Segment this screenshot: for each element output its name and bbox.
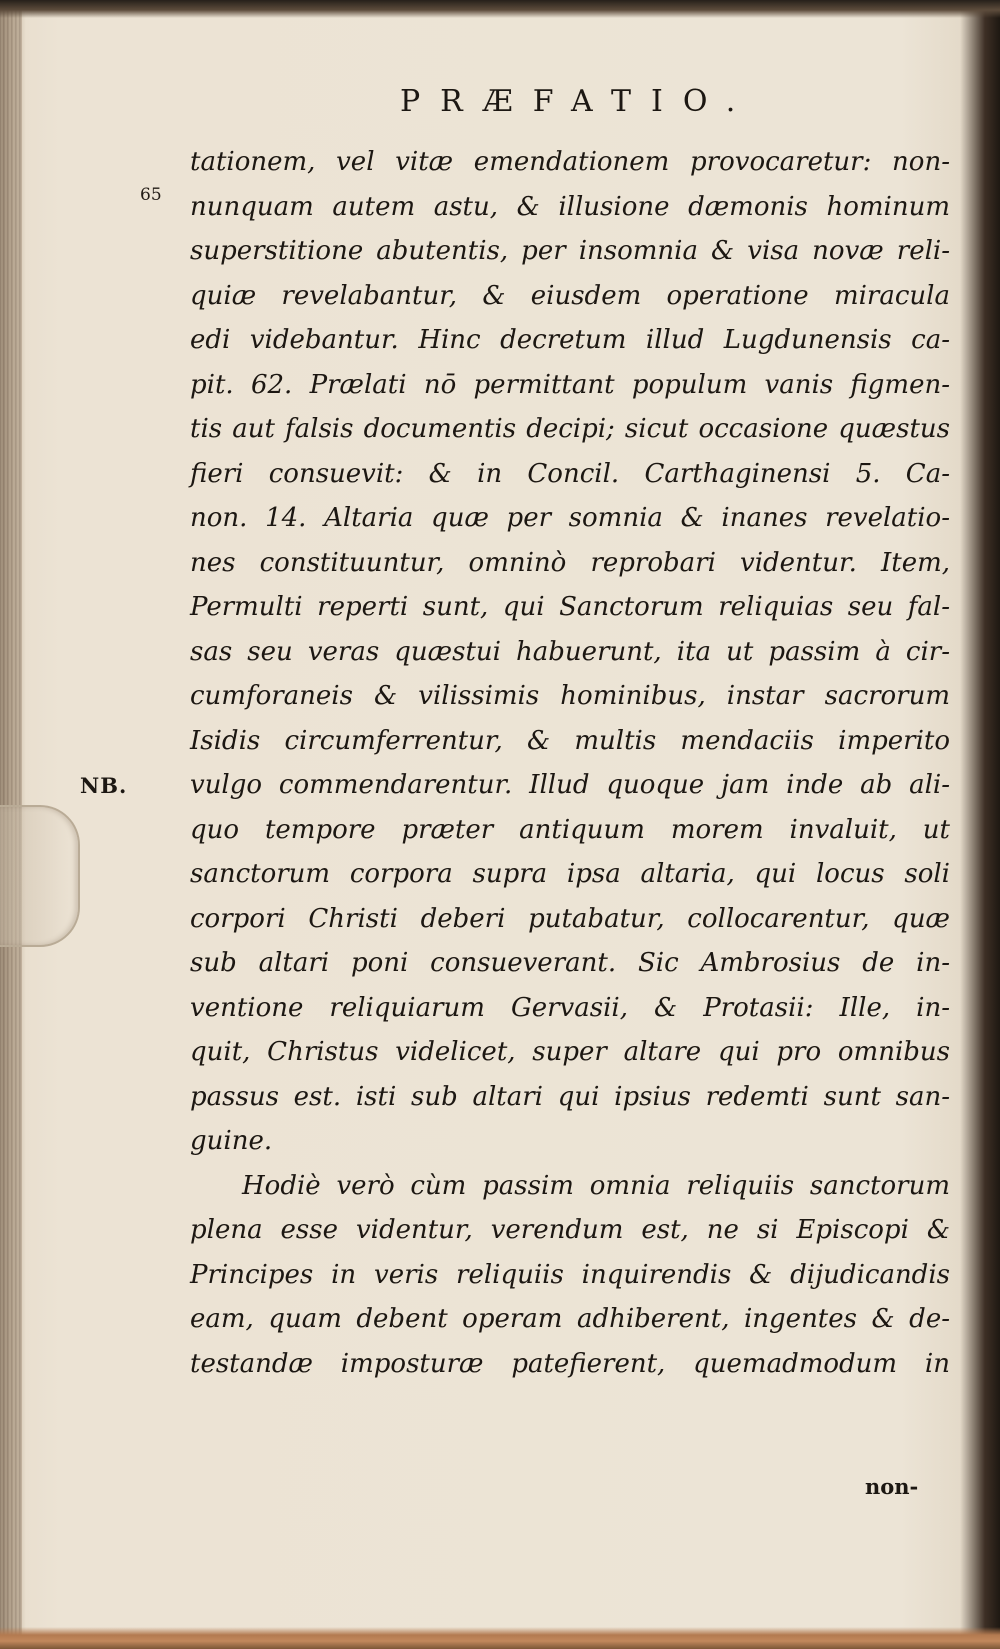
text-line: ventione reliquiarum Gervasii, & Protasii: Ille, in- [190,992,950,1023]
text-line: sas seu veras quæstui habuerunt, ita ut passim à cir- [190,636,950,667]
text-line: eam, quam debent operam adhiberent, ingentes & de- [190,1304,950,1334]
text-line: sanctorum corpora supra ipsa altaria, qui locus soli [190,859,950,889]
bookmark-tab [0,805,80,947]
text-line: plena esse videntur, verendum est, ne si Episcopi & [190,1215,950,1245]
text-line: fieri consuevit: & in Concil. Carthaginensi 5. Ca- [190,458,950,489]
text-line: guine. [190,1126,273,1156]
text-line: tationem, vel vitæ emendationem provocaretur: non- [190,147,950,177]
text-line: vulgo commendarentur. Illud quoque jam inde ab ali- [190,770,950,800]
text-line: quo tempore præter antiquum morem invaluit, ut [190,814,950,845]
line-number: 65 [140,185,162,205]
text-line: nunquam autem astu, & illusione dæmonis hominum [190,191,950,222]
text-line: nes constituuntur, omninò reprobari videntur. Item, [190,547,950,578]
marginal-note: NB. [80,773,128,798]
text-line: Principes in veris reliquiis inquirendis & dijudicandis [190,1259,950,1290]
text-line: superstitione abutentis, per insomnia & visa novæ reli- [190,236,950,266]
text-line: pit. 62. Prælati nō permittant populum vanis figmen- [190,369,950,400]
body-text [190,140,950,1386]
book-cover-edge [0,1627,1000,1649]
text-line: Permulti reperti sunt, qui Sanctorum reliquias seu fal- [190,592,950,622]
catchword: non- [865,1474,919,1499]
text-line: Hodiè verò cùm passim omnia reliquiis sanctorum [242,1170,950,1201]
text-line: cumforaneis & vilissimis hominibus, instar sacrorum [190,681,950,711]
text-line: quit, Christus videlicet, super altare qui pro omnibus [190,1037,950,1067]
text-line: non. 14. Altaria quæ per somnia & inanes revelatio- [190,503,950,533]
text-line: tis aut falsis documentis decipi; sicut occasione quæstus [190,414,950,444]
text-line: passus est. isti sub altari qui ipsius redemti sunt san- [190,1081,950,1112]
text-line: Isidis circumferrentur, & multis mendaciis imperito [190,725,950,756]
top-shadow [0,0,1000,18]
running-head: PRÆFATIO. [400,84,756,119]
text-line: testandæ imposturæ patefierent, quemadmodum in [190,1348,950,1379]
text-line: corpori Christi deberi putabatur, collocarentur, quæ [190,903,950,934]
text-line: edi videbantur. Hinc decretum illud Lugdunensis ca- [190,325,950,355]
text-line: quiæ revelabantur, & eiusdem operatione miracula [190,280,950,311]
text-line: sub altari poni consueverant. Sic Ambrosius de in- [190,948,950,978]
